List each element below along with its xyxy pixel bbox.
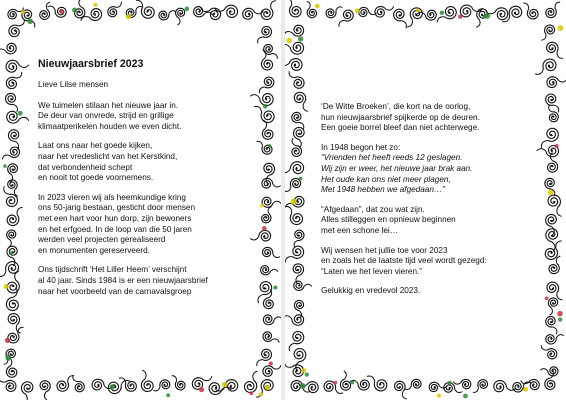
paragraph: [38, 193, 266, 257]
paragraph: [38, 265, 266, 297]
swirl-ornament: [364, 373, 389, 393]
accent-dot: [18, 111, 23, 116]
accent-dot: [166, 393, 170, 397]
swirl-ornament: [259, 0, 281, 22]
right-page: [285, 0, 566, 400]
swirl-ornament: [393, 379, 413, 400]
accent-dot: [523, 387, 528, 392]
paragraph: [321, 286, 553, 297]
text-line: al 40 jaar. Sinds 1984 is er een nieuwjaarsbrief: [38, 275, 208, 285]
accent-dot: [269, 361, 273, 365]
swirl-ornament: [116, 375, 138, 393]
right-page-content: [321, 102, 553, 306]
swirl-ornament: [0, 260, 20, 280]
text-line: “Laten we het leven vieren.”: [321, 266, 423, 276]
swirl-ornament: [290, 111, 306, 132]
left-page-content: [38, 58, 266, 306]
swirl-ornament: [349, 378, 370, 390]
text-line: met een schone lei…: [321, 225, 398, 235]
text-line: We tuimelen stilaan het nieuwe jaar in.: [38, 100, 179, 110]
text-line: Een goeie borrel bleef dan niet achterwege.: [321, 123, 480, 133]
paragraph: [38, 141, 266, 183]
swirl-ornament: [498, 4, 523, 25]
swirl-ornament: [392, 8, 409, 31]
accent-dot: [291, 199, 297, 205]
text-line: Ons tijdschrift ‘Het Liller Heem’ verschijnt: [38, 265, 187, 275]
accent-dot: [3, 164, 7, 168]
text-line: “Vrienden het heeft reeds 12 geslagen.: [321, 153, 463, 163]
accent-dot: [185, 7, 190, 12]
accent-dot: [315, 4, 320, 9]
swirl-ornament: [540, 367, 558, 377]
swirl-ornament: [5, 205, 28, 228]
swirl-ornament: [0, 42, 18, 59]
accent-dot: [249, 391, 253, 395]
text-line: “Afgedaan”, dat zou wat zijn.: [321, 204, 425, 214]
swirl-ornament: [537, 23, 557, 42]
swirl-ornament: [285, 204, 305, 227]
swirl-ornament: [242, 369, 264, 395]
accent-dot: [302, 368, 307, 373]
text-line: met een hart voor hun dorp, zijn bewoners: [38, 213, 192, 223]
swirl-ornament: [544, 0, 565, 20]
text-line: en monumenten gereserveerd.: [38, 245, 150, 255]
accent-dot: [126, 14, 131, 19]
letter-greeting: Lieve Lilse mensen: [38, 80, 109, 89]
swirl-ornament: [5, 110, 30, 128]
accent-dot: [305, 373, 309, 377]
text-line: In 2023 vieren wij als heemkundige kring: [38, 192, 186, 202]
text-line: De deur van onvrede, strijd en grillige: [38, 111, 174, 121]
swirl-ornament: [17, 380, 34, 400]
text-line: Het oude kan ons niet meer plagen,: [321, 174, 451, 184]
text-line: en het erfgoed. In de loop van die 50 jaren: [38, 224, 192, 234]
accent-dot: [5, 355, 11, 361]
swirl-ornament: [3, 229, 17, 248]
quoted-verse: [321, 153, 553, 195]
swirl-ornament: [373, 0, 395, 19]
accent-dot: [458, 15, 462, 19]
accent-dot: [448, 381, 452, 385]
accent-dot: [557, 311, 562, 316]
swirl-ornament: [92, 379, 113, 390]
text-line: ‘De Witte Broeken’, die kort na de oorlog,: [321, 102, 471, 111]
accent-dot: [222, 382, 227, 387]
swirl-ornament: [158, 9, 177, 21]
swirl-ornament: [285, 314, 304, 326]
accent-dot: [265, 385, 270, 390]
swirl-ornament: [5, 57, 30, 73]
text-line: naar het voorbeeld van de carnavalsgroep: [38, 286, 192, 296]
swirl-ornament: [452, 376, 472, 390]
swirl-ornament: [131, 0, 157, 21]
paragraph: [321, 143, 553, 154]
swirl-ornament: [443, 382, 463, 395]
swirl-ornament: [545, 72, 566, 89]
swirl-ornament: [38, 1, 55, 22]
swirl-ornament: [6, 311, 27, 335]
right-paragraphs: [321, 102, 553, 297]
text-line: klimaatperikelen houden we even dicht.: [38, 121, 182, 131]
accent-dot: [437, 394, 441, 398]
swirl-ornament: [359, 7, 377, 17]
accent-dot: [287, 38, 293, 44]
swirl-ornament: [401, 5, 424, 29]
swirl-ornament: [325, 5, 345, 20]
swirl-ornament: [545, 40, 566, 61]
text-line: en zoals het de laatste tijd veel wordt gezegd:: [321, 256, 487, 266]
swirl-ornament: [435, 4, 459, 28]
text-line: ons 50-jarig bestaan, gesticht door mensen: [38, 203, 196, 213]
accent-dot: [300, 383, 306, 389]
accent-dot: [27, 19, 33, 25]
left-page: [0, 0, 281, 400]
swirl-ornament: [544, 315, 559, 336]
swirl-ornament: [417, 10, 436, 21]
swirl-ornament: [336, 8, 355, 30]
swirl-ornament: [71, 373, 86, 393]
accent-dot: [109, 384, 114, 389]
text-line: en nooit tot goede voornemens.: [38, 173, 154, 183]
swirl-ornament: [135, 369, 155, 394]
swirl-ornament: [337, 370, 351, 391]
swirl-ornament: [261, 330, 281, 348]
text-line: Gelukkig en vredevol 2023.: [321, 286, 421, 296]
swirl-ornament: [285, 42, 304, 54]
accent-dot: [299, 177, 303, 181]
accent-dot: [350, 381, 354, 385]
accent-dot: [483, 15, 487, 19]
swirl-ornament: [4, 92, 20, 114]
accent-dot: [93, 3, 97, 7]
swirl-ornament: [285, 195, 306, 214]
swirl-ornament: [55, 373, 78, 394]
swirl-ornament: [5, 269, 26, 295]
accent-dot: [558, 317, 562, 321]
paragraph: [38, 101, 266, 133]
paragraph: [321, 205, 553, 237]
accent-dot: [558, 25, 564, 31]
swirl-ornament: [285, 161, 304, 175]
accent-dot: [355, 8, 360, 13]
text-line: werden veel projecten gerealiseerd: [38, 235, 166, 245]
swirl-ornament: [294, 300, 304, 318]
accent-dot: [268, 144, 272, 148]
text-line: In 1948 begon het zo:: [321, 142, 401, 152]
swirl-ornament: [39, 380, 54, 400]
text-line: Laat ons naar het goede kijken,: [38, 141, 153, 151]
swirl-ornament: [151, 378, 171, 393]
text-line: dat verbondenheid schept: [38, 162, 133, 172]
swirl-ornament: [255, 25, 273, 47]
swirl-ornament: [403, 378, 422, 391]
swirl-ornament: [172, 7, 186, 26]
swirl-ornament: [168, 373, 187, 391]
swirl-ornament: [106, 0, 124, 18]
accent-dot: [4, 284, 9, 289]
paragraph: [321, 246, 553, 278]
accent-dot: [440, 10, 445, 15]
accent-dot: [9, 251, 13, 255]
swirl-ornament: [293, 280, 312, 292]
accent-dot: [334, 381, 338, 385]
accent-dot: [259, 393, 263, 397]
accent-dot: [72, 7, 77, 12]
accent-dot: [199, 387, 204, 392]
text-line: Alles stilleggen en opnieuw beginnen: [321, 215, 456, 225]
text-line: naar het vredeslicht van het Kerstkind,: [38, 151, 178, 161]
text-line: hun nieuwjaarsbrief spijkerde op de deuren.: [321, 112, 480, 122]
swirl-ornament: [545, 370, 555, 390]
accent-dot: [463, 394, 468, 399]
accent-dot: [60, 9, 65, 14]
accent-dot: [21, 10, 25, 14]
paragraph: [321, 102, 553, 134]
accent-dot: [5, 338, 10, 343]
text-line: Met 1948 hebben we afgedaan…”: [321, 185, 445, 195]
swirl-ornament: [285, 55, 303, 72]
swirl-ornament: [301, 0, 318, 19]
swirl-ornament: [470, 378, 490, 395]
swirl-ornament: [263, 315, 281, 326]
accent-dot: [273, 286, 277, 290]
swirl-ornament: [285, 0, 303, 19]
swirl-ornament: [545, 333, 565, 345]
swirl-ornament: [79, 7, 104, 28]
left-paragraphs: [38, 101, 266, 298]
accent-dot: [416, 8, 420, 12]
swirl-ornament: [292, 90, 314, 114]
swirl-ornament: [532, 57, 558, 77]
text-line: Wij zijn er weer, het nieuwe jaar brak aan.: [321, 163, 473, 173]
letter-title: Nieuwjaarsbrief 2023: [38, 58, 144, 70]
accent-dot: [555, 144, 559, 148]
accent-dot: [298, 36, 303, 41]
text-line: Wij wensen het jullie toe voor 2023: [321, 245, 448, 255]
